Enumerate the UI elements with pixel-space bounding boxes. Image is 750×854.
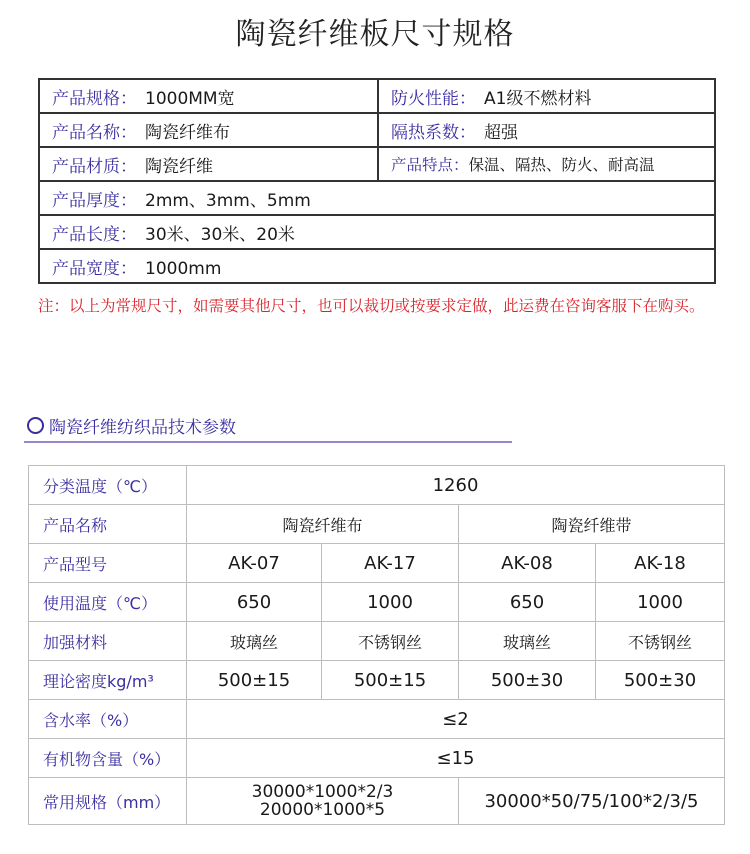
- spec-value: 保温、隔热、防火、耐高温: [468, 156, 655, 174]
- param-value: ≤2: [187, 700, 725, 739]
- table-row: [29, 778, 725, 825]
- param-value: 陶瓷纤维带: [459, 505, 725, 544]
- param-value: 不锈钢丝: [322, 622, 459, 661]
- table-row: [29, 661, 725, 700]
- spec-row: [39, 249, 715, 283]
- table-row: [29, 622, 725, 661]
- param-value: 不锈钢丝: [596, 622, 725, 661]
- page-title: 陶瓷纤维板尺寸规格: [235, 17, 515, 52]
- param-value: AK-08: [459, 544, 596, 583]
- param-value-line: 20000*1000*5: [259, 800, 386, 820]
- spec-value: 陶瓷纤维: [145, 156, 213, 177]
- param-value: AK-17: [322, 544, 459, 583]
- spec-cell: [378, 147, 715, 181]
- param-value: 650: [187, 583, 322, 622]
- param-value: 500±15: [187, 661, 322, 700]
- param-value-multiline: [187, 778, 459, 825]
- table-row: [29, 700, 725, 739]
- spec-label: 产品长度：: [52, 224, 137, 245]
- spec-cell: [39, 181, 715, 215]
- spec-cell: [39, 147, 378, 181]
- spec-label: 隔热系数：: [391, 122, 476, 143]
- param-label: 产品名称: [29, 505, 187, 544]
- spec-label: 产品名称：: [52, 122, 137, 143]
- param-value: 500±15: [322, 661, 459, 700]
- param-value-line: 30000*1000*2/3: [251, 782, 394, 802]
- spec-value: 2mm、3mm、5mm: [145, 190, 311, 211]
- spec-cell: [39, 113, 378, 147]
- param-value: 玻璃丝: [459, 622, 596, 661]
- spec-table: [38, 78, 716, 284]
- spec-label: 产品材质：: [52, 156, 137, 177]
- spec-row: [39, 147, 715, 181]
- param-label: 有机物含量（%）: [29, 739, 187, 778]
- param-value: AK-07: [187, 544, 322, 583]
- spec-row: [39, 79, 715, 113]
- table-row: [29, 505, 725, 544]
- spec-value: 1000mm: [145, 258, 222, 279]
- table-row: [29, 544, 725, 583]
- spec-row: [39, 113, 715, 147]
- param-value: 500±30: [596, 661, 725, 700]
- spec-label: 产品规格：: [52, 88, 137, 109]
- size-note: 注：以上为常规尺寸，如需要其他尺寸，也可以裁切或按要求定做，此运费在咨询客服下在购买。: [38, 297, 705, 315]
- spec-row: [39, 215, 715, 249]
- param-value: 500±30: [459, 661, 596, 700]
- param-value: 1000: [596, 583, 725, 622]
- section-title: 陶瓷纤维纺织品技术参数: [49, 418, 236, 438]
- spec-row: [39, 181, 715, 215]
- param-value: 1260: [187, 466, 725, 505]
- param-label: 分类温度（℃）: [29, 466, 187, 505]
- table-row: [29, 739, 725, 778]
- spec-value: 30米、30米、20米: [145, 224, 295, 245]
- table-row: [29, 466, 725, 505]
- param-label: 使用温度（℃）: [29, 583, 187, 622]
- param-label: 常用规格（mm）: [29, 778, 187, 825]
- spec-cell: [39, 249, 715, 283]
- param-value: AK-18: [596, 544, 725, 583]
- spec-value: 1000MM宽: [145, 88, 235, 109]
- param-label: 产品型号: [29, 544, 187, 583]
- param-label: 加强材料: [29, 622, 187, 661]
- spec-cell: [378, 79, 715, 113]
- spec-label: 产品宽度：: [52, 258, 137, 279]
- param-value: 650: [459, 583, 596, 622]
- section-header: [24, 413, 512, 443]
- param-value: 1000: [322, 583, 459, 622]
- param-value: 玻璃丝: [187, 622, 322, 661]
- param-table: [28, 465, 725, 825]
- param-label: 含水率（%）: [29, 700, 187, 739]
- spec-value: A1级不燃材料: [484, 88, 592, 109]
- spec-value: 超强: [484, 122, 518, 143]
- table-row: [29, 583, 725, 622]
- spec-label: 产品特点：: [391, 156, 469, 174]
- spec-label: 防火性能：: [391, 88, 476, 109]
- param-value: 陶瓷纤维布: [187, 505, 459, 544]
- param-value: 30000*50/75/100*2/3/5: [459, 778, 725, 825]
- circle-bullet-icon: [27, 417, 44, 434]
- spec-label: 产品厚度：: [52, 190, 137, 211]
- spec-cell: [39, 215, 715, 249]
- spec-cell: [378, 113, 715, 147]
- param-label: 理论密度kg/m³: [29, 661, 187, 700]
- spec-cell: [39, 79, 378, 113]
- spec-value: 陶瓷纤维布: [145, 122, 230, 143]
- param-value: ≤15: [187, 739, 725, 778]
